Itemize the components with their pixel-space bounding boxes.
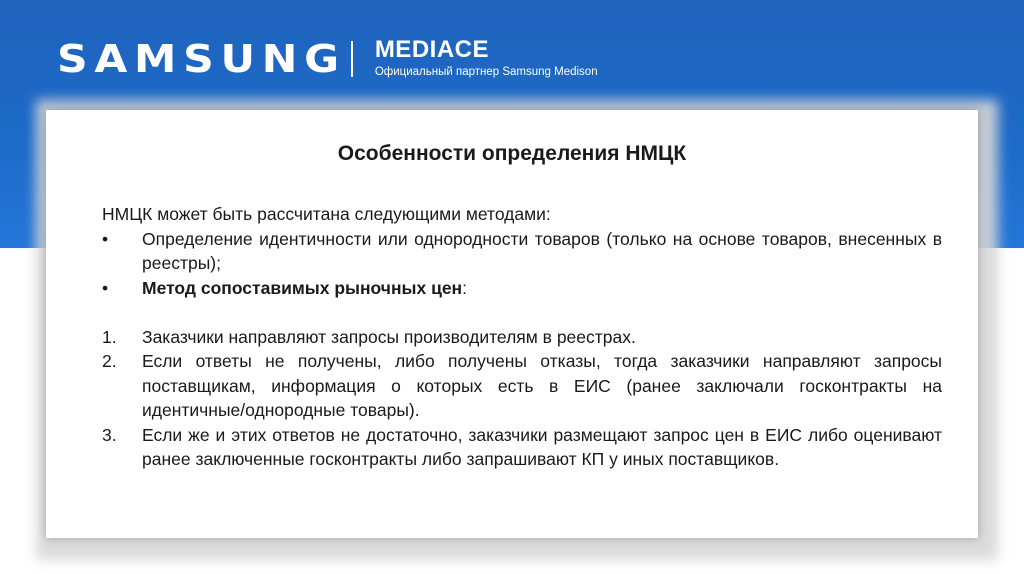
brand-block [375,38,598,80]
bullet-text: Определение идентичности или однородности товаров (только на основе товаров, внесенных в реестры); [142,228,942,273]
header [57,34,598,84]
numbered-item [102,423,942,472]
bullet-marker: • [102,277,109,298]
numbered-text: Если ответы не получены, либо получены отказы, тогда заказчики направляют запросы поставщикам, информация о которых есть в ЕИС (ранее заключали госконтракты на идентичные/однородные товары). [142,351,942,420]
number-marker: 1. [102,326,117,347]
bullet-text-suffix: : [462,277,468,298]
slide-title: Особенности определения НМЦК [337,142,687,165]
numbered-text: Заказчики направляют запросы производителям в реестрах. [142,326,636,347]
bullet-marker: • [102,228,109,249]
spacer [102,300,942,325]
content-card [46,110,978,538]
brand-tagline: Официальный партнер Samsung Medison [374,66,598,78]
numbered-text: Если же и этих ответов не достаточно, заказчики размещают запрос цен в ЕИС либо оценивают ранее заключенные госконтракты либо запрашивают КП у иных поставщиков. [142,424,942,469]
bullet-item [102,227,942,276]
bullet-text-bold: Метод сопоставимых рыночных цен [142,277,463,298]
numbered-item [102,325,942,350]
bullet-item [102,276,942,301]
number-marker: 3. [102,424,117,445]
intro-text: НМЦК может быть рассчитана следующими методами: [102,204,551,224]
slide-body [102,202,942,472]
samsung-logo: SAMSUNG [57,37,346,81]
bullet-text [142,276,942,301]
numbered-item [102,349,942,423]
header-divider [351,41,353,77]
brand-name: MEDIACE [374,36,489,63]
number-marker: 2. [102,351,117,371]
